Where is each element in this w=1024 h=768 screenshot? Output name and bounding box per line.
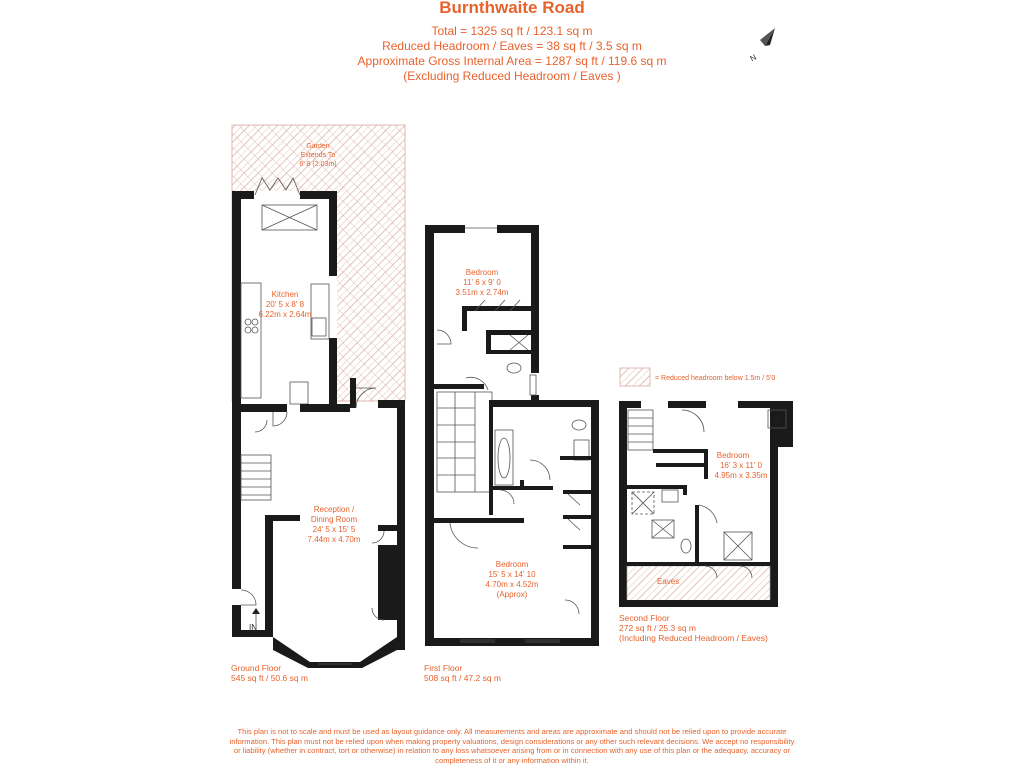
- compass-label: N: [748, 52, 759, 64]
- reception-dimension-metric: 7.44m x 4.70m: [307, 535, 361, 544]
- gross-internal-area: Approximate Gross Internal Area = 1287 sq ft / 119.6 sq m: [357, 54, 667, 68]
- first-floor-rear-bedroom-imperial: 11' 6 x 9' 0: [463, 278, 501, 287]
- ground-floor-name: Ground Floor: [231, 663, 282, 673]
- kitchen-dimension-imperial: 20' 5 x 8' 8: [265, 300, 305, 309]
- entrance-label: IN: [249, 623, 257, 632]
- kitchen-dimension-metric: 6.22m x 2.64m: [258, 310, 312, 319]
- second-floor-area: 272 sq ft / 25.3 sq m: [619, 623, 697, 633]
- first-floor-rear-bedroom-label: Bedroom: [465, 268, 499, 277]
- second-floor-caption: [619, 613, 768, 643]
- reduced-headroom-area: Reduced Headroom / Eaves = 38 sq ft / 3.5 sq m: [382, 39, 642, 53]
- first-floor-front-bedroom-metric: 4.70m x 4.52m: [485, 580, 539, 589]
- reduced-headroom-legend-text: = Reduced headroom below 1.5m / 5'0: [655, 375, 776, 382]
- first-floor-caption: [424, 663, 501, 683]
- first-floor-rear-bedroom-metric: 3.51m x 2.74m: [455, 288, 509, 297]
- reduced-headroom-legend-swatch: [620, 368, 650, 386]
- first-floor-front-bedroom-imperial: 15' 5 x 14' 10: [488, 570, 536, 579]
- eaves-label: Eaves: [657, 577, 680, 586]
- second-floor-bedroom-metric: 4.95m x 3.35m: [714, 471, 768, 480]
- plan-title: Burnthwaite Road: [439, 0, 585, 17]
- ground-floor-caption: [231, 663, 308, 683]
- ground-floor-area: 545 sq ft / 50.6 sq m: [231, 673, 309, 683]
- garden-dimension: 6' 8 (2.03m): [299, 161, 337, 168]
- first-floor-area: 508 sq ft / 47.2 sq m: [424, 673, 502, 683]
- reception-dimension-imperial: 24' 5 x 15' 5: [312, 525, 356, 534]
- compass-north-arrow-icon: [749, 28, 775, 63]
- disclaimer-text: This plan is not to scale and must be used as layout guidance only. All measurements and areas are approximate and should not be relied upon to provide accurate information. This plan must not be relied upon when making property valuations, design considerations or any other such relevant decisions. We accept no responsibility or liability (whether in contract, tort or otherwise) in relation to any loss whatsoever arising from or in connection with any use of this plan or the adequacy, accuracy or completeness of it or any information within it.: [229, 727, 795, 765]
- garden-extends-label: Extends To: [300, 152, 336, 159]
- garden-label: Garden: [306, 143, 330, 150]
- kitchen-label: Kitchen: [271, 290, 299, 299]
- second-floor-bedroom-imperial: 16' 3 x 11' 0: [719, 461, 763, 470]
- ground-floor-plan: [232, 125, 405, 668]
- reception-label: Reception /: [313, 505, 355, 514]
- eaves-area: [627, 566, 770, 602]
- first-floor-plan: [425, 225, 599, 646]
- second-floor-bedroom-label: Bedroom: [716, 451, 750, 460]
- boiler-label: B: [774, 416, 780, 425]
- dining-room-label: Dining Room: [310, 515, 358, 524]
- second-floor-name: Second Floor: [619, 613, 670, 623]
- second-floor-plan: [619, 368, 793, 607]
- total-area: Total = 1325 sq ft / 123.1 sq m: [431, 24, 593, 38]
- second-floor-including-note: (Including Reduced Headroom / Eaves): [619, 633, 768, 643]
- first-floor-front-bedroom-label: Bedroom: [495, 560, 529, 569]
- excluding-note: (Excluding Reduced Headroom / Eaves ): [403, 69, 621, 83]
- first-floor-name: First Floor: [424, 663, 463, 673]
- first-floor-front-bedroom-approx: (Approx): [496, 590, 528, 599]
